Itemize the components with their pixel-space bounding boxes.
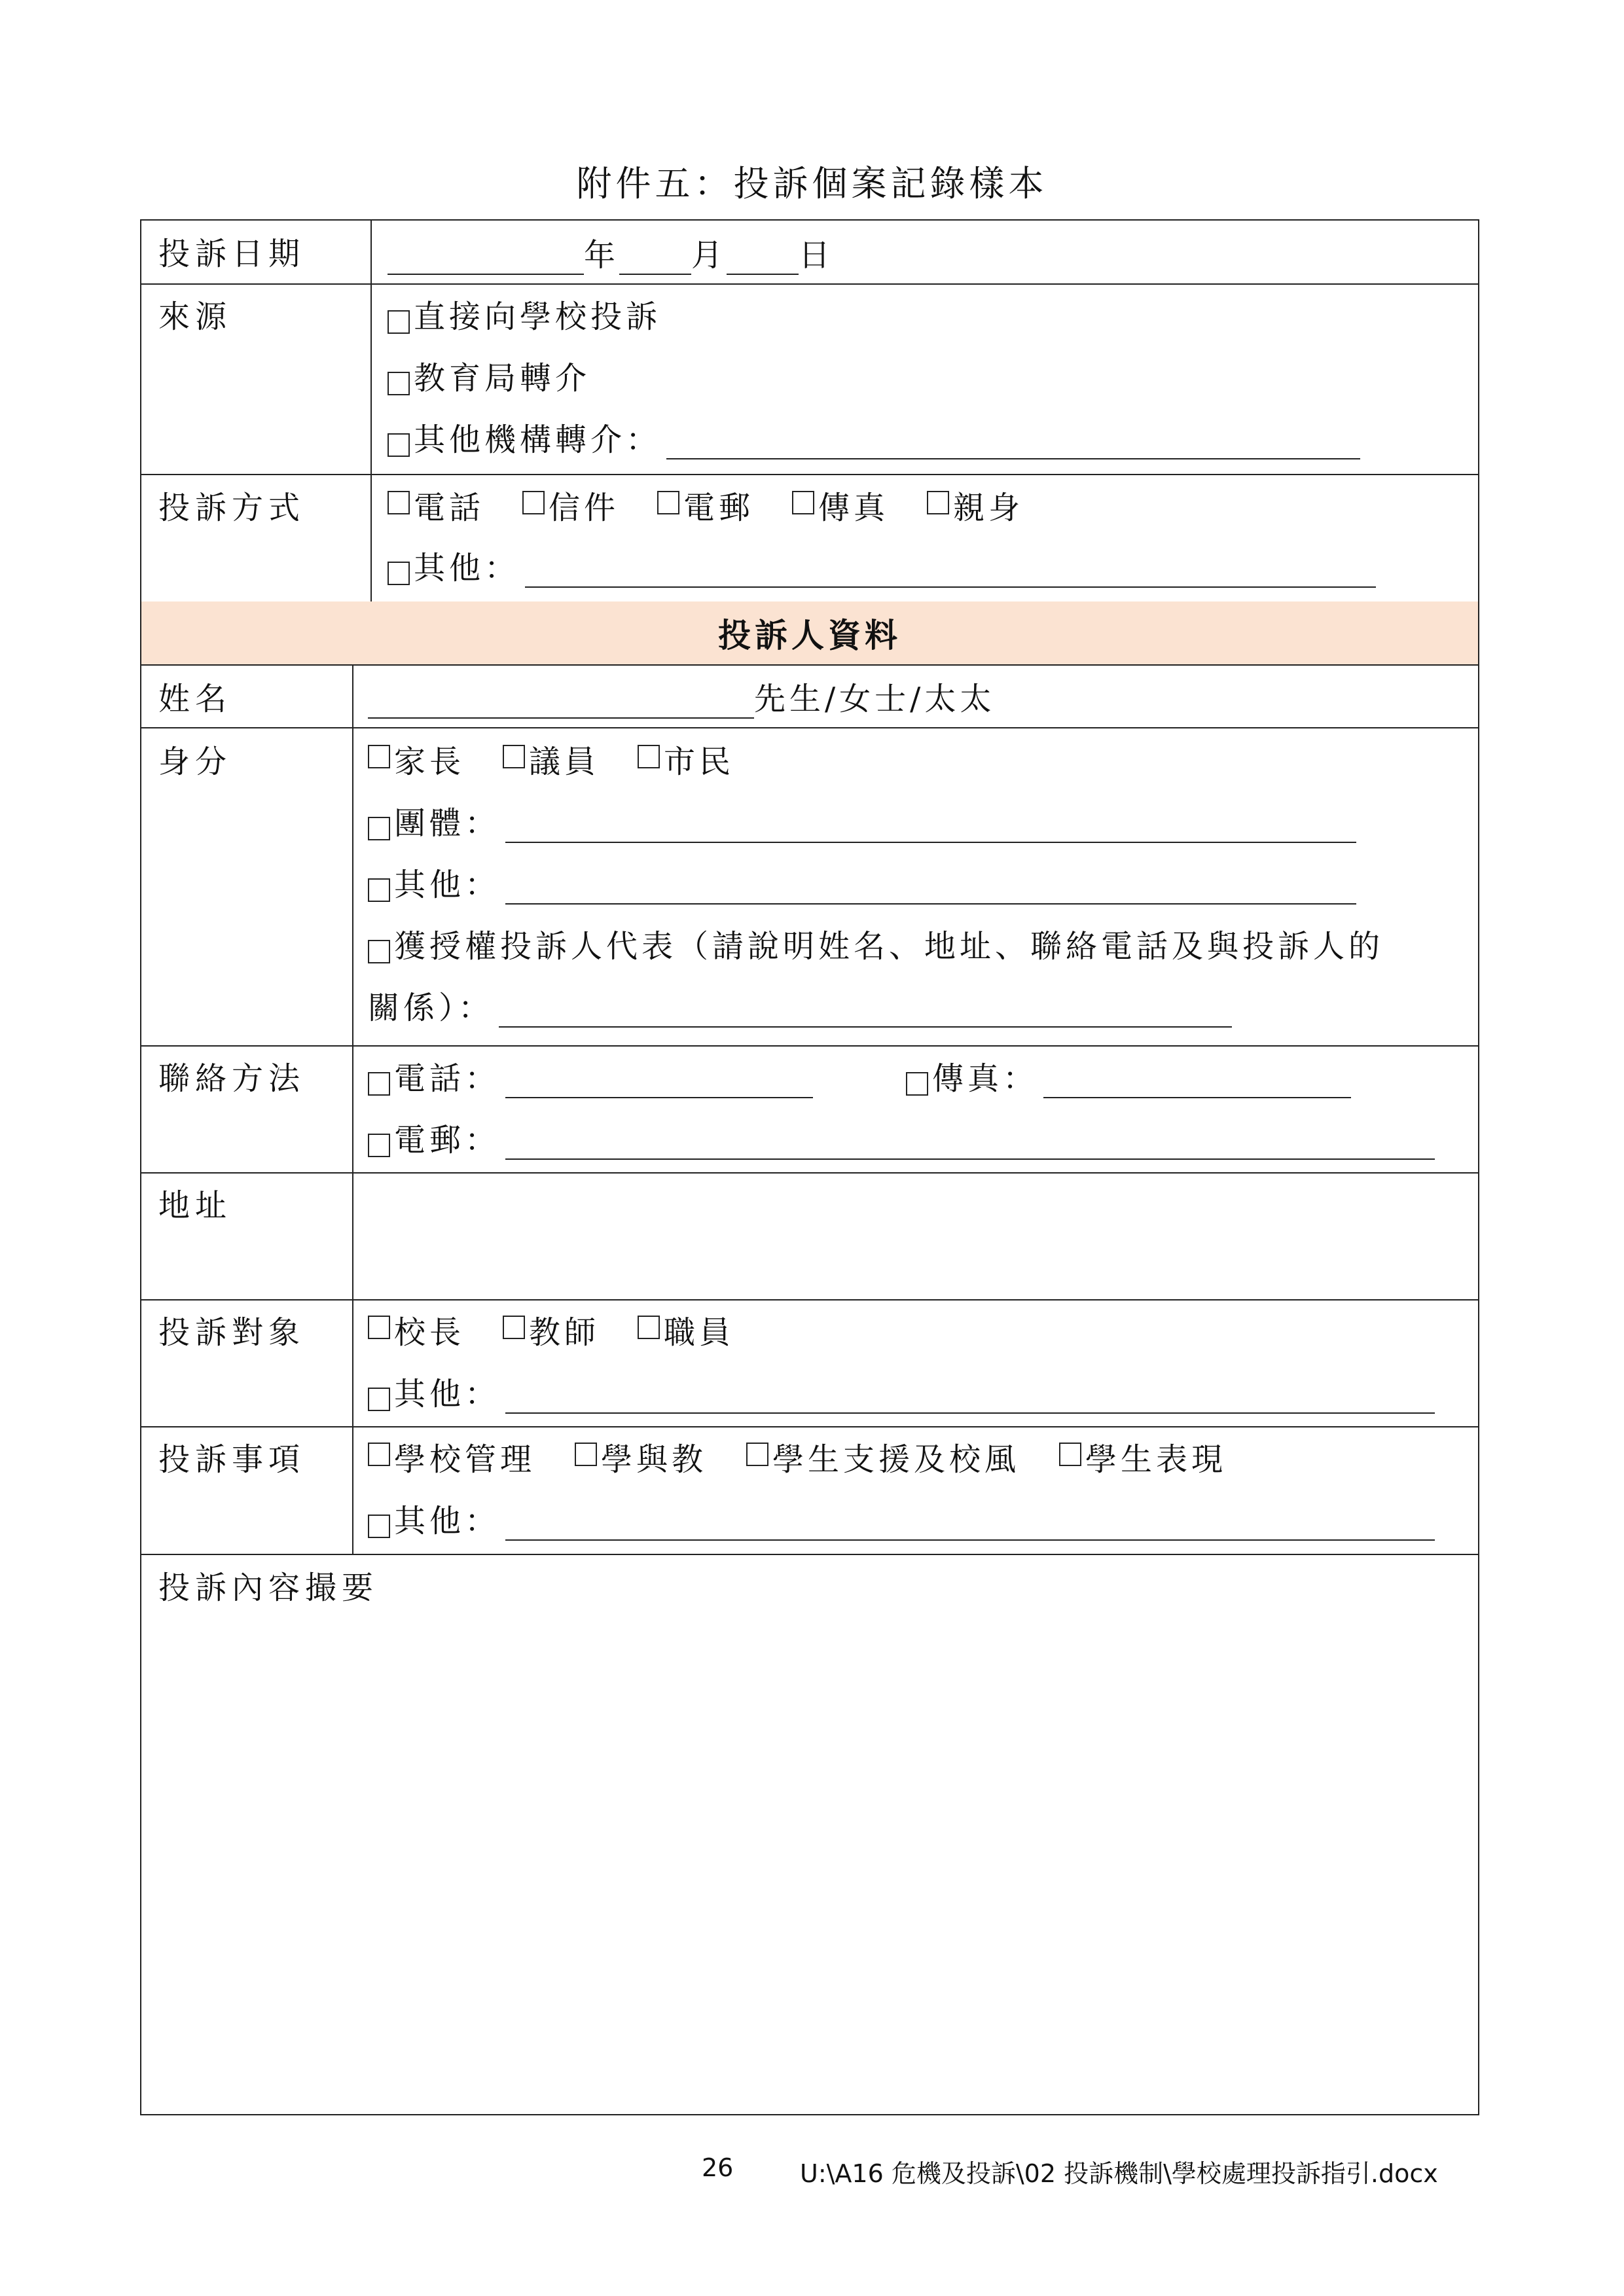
page-number: 26	[702, 2153, 734, 2182]
target-option-other[interactable]: 其他：	[368, 1369, 1435, 1414]
checkbox[interactable]	[368, 817, 390, 840]
matter-option-management[interactable]: 學校管理	[368, 1434, 535, 1479]
matter-option-other[interactable]: 其他：	[368, 1496, 1435, 1541]
method-option-email[interactable]: 電郵	[657, 482, 754, 528]
checkbox[interactable]	[638, 745, 660, 768]
target-other-blank[interactable]	[505, 1384, 1435, 1414]
method-option-other[interactable]: 其他：	[388, 543, 1376, 588]
identity-option-other[interactable]: 其他：	[368, 859, 1356, 905]
source-label: 來源	[158, 298, 232, 335]
target-options	[368, 1307, 772, 1352]
address-label: 地址	[158, 1187, 232, 1224]
checkbox[interactable]	[368, 1134, 390, 1157]
checkbox[interactable]	[746, 1443, 768, 1466]
contact-label: 聯絡方法	[158, 1060, 306, 1097]
complainant-section-header: 投訴人資料	[141, 601, 1478, 664]
email-blank[interactable]	[505, 1130, 1435, 1160]
method-label: 投訴方式	[158, 490, 306, 526]
checkbox[interactable]	[503, 1316, 525, 1339]
method-option-phone[interactable]: 電話	[388, 482, 484, 528]
matter-option-performance[interactable]: 學生表現	[1059, 1434, 1227, 1479]
target-option-staff[interactable]: 職員	[638, 1307, 734, 1352]
phone-blank[interactable]	[505, 1068, 813, 1098]
checkbox[interactable]	[368, 1515, 390, 1538]
checkbox[interactable]	[575, 1443, 597, 1466]
row-divider	[141, 664, 1478, 666]
name-suffix: 先生/女士/太太	[754, 681, 996, 717]
checkbox[interactable]	[368, 1388, 390, 1411]
contact-fax[interactable]: 傳真：	[906, 1053, 1351, 1098]
row-divider	[141, 1299, 1478, 1300]
identity-option-councillor[interactable]: 議員	[503, 736, 600, 781]
name-field	[368, 673, 995, 719]
column-divider	[352, 664, 353, 1554]
row-divider	[141, 1172, 1478, 1174]
checkbox[interactable]	[388, 562, 410, 585]
row-divider	[141, 474, 1478, 475]
checkbox[interactable]	[388, 372, 410, 395]
date-label: 投訴日期	[158, 236, 306, 272]
checkbox[interactable]	[657, 491, 679, 514]
row-divider	[141, 1554, 1478, 1555]
checkbox[interactable]	[388, 433, 410, 457]
method-options	[388, 482, 1062, 528]
complaint-record-form	[140, 219, 1479, 2115]
identity-option-authorized[interactable]: 獲授權投訴人代表（請說明姓名、地址、聯絡電話及與投訴人的	[368, 921, 1384, 966]
target-option-teacher[interactable]: 教師	[503, 1307, 600, 1352]
identity-other-blank[interactable]	[505, 874, 1356, 905]
method-other-blank[interactable]	[525, 558, 1376, 588]
source-option-edb[interactable]: 教育局轉介	[388, 353, 590, 398]
checkbox[interactable]	[638, 1316, 660, 1339]
checkbox[interactable]	[368, 878, 390, 902]
fax-blank[interactable]	[1043, 1068, 1351, 1098]
matter-options	[368, 1434, 1227, 1479]
source-other-blank[interactable]	[666, 429, 1360, 459]
identity-option-parent[interactable]: 家長	[368, 736, 465, 781]
checkbox[interactable]	[927, 491, 949, 514]
authorized-blank[interactable]	[499, 997, 1232, 1028]
year-blank[interactable]	[388, 245, 584, 275]
date-field	[388, 230, 834, 275]
row-divider	[141, 283, 1478, 285]
source-option-other[interactable]: 其他機構轉介：	[388, 414, 1360, 459]
identity-option-citizen[interactable]: 市民	[638, 736, 734, 781]
checkbox[interactable]	[1059, 1443, 1081, 1466]
summary-label: 投訴內容撮要	[158, 1570, 379, 1606]
day-text: 日	[799, 237, 835, 274]
checkbox[interactable]	[368, 1443, 390, 1466]
checkbox[interactable]	[503, 745, 525, 768]
identity-label: 身分	[158, 744, 232, 780]
group-blank[interactable]	[505, 813, 1356, 843]
checkbox[interactable]	[368, 1072, 390, 1096]
method-option-letter[interactable]: 信件	[522, 482, 619, 528]
matter-option-teaching[interactable]: 學與教	[575, 1434, 707, 1479]
checkbox[interactable]	[368, 745, 390, 768]
column-divider	[370, 221, 372, 601]
identity-options	[368, 736, 772, 781]
contact-email[interactable]: 電郵：	[368, 1115, 1435, 1160]
row-divider	[141, 1045, 1478, 1047]
contact-phone[interactable]: 電話：	[368, 1053, 813, 1098]
source-option-direct[interactable]: 直接向學校投訴	[388, 291, 661, 336]
file-path: U:\A16 危機及投訴\02 投訴機制\學校處理投訴指引.docx	[800, 2159, 1438, 2188]
name-blank[interactable]	[368, 689, 754, 719]
checkbox[interactable]	[368, 1316, 390, 1339]
target-label: 投訴對象	[158, 1314, 306, 1351]
authorized-relationship: 關係）：	[368, 982, 1232, 1028]
method-option-in-person[interactable]: 親身	[927, 482, 1024, 528]
matter-option-support[interactable]: 學生支援及校風	[746, 1434, 1020, 1479]
month-text: 月	[691, 237, 727, 274]
checkbox[interactable]	[388, 491, 410, 514]
checkbox[interactable]	[906, 1072, 928, 1096]
target-option-principal[interactable]: 校長	[368, 1307, 465, 1352]
name-label: 姓名	[158, 681, 232, 717]
checkbox[interactable]	[522, 491, 545, 514]
day-blank[interactable]	[727, 245, 799, 275]
checkbox[interactable]	[388, 310, 410, 334]
matter-other-blank[interactable]	[505, 1511, 1435, 1541]
month-blank[interactable]	[619, 245, 691, 275]
method-option-fax[interactable]: 傳真	[792, 482, 889, 528]
identity-option-group[interactable]: 團體：	[368, 798, 1356, 843]
matter-label: 投訴事項	[158, 1441, 306, 1478]
row-divider	[141, 727, 1478, 728]
year-text: 年	[584, 237, 620, 274]
checkbox[interactable]	[792, 491, 814, 514]
row-divider	[141, 1426, 1478, 1427]
page-title: 附件五：投訴個案記錄樣本	[576, 163, 1048, 204]
checkbox[interactable]	[368, 940, 390, 963]
